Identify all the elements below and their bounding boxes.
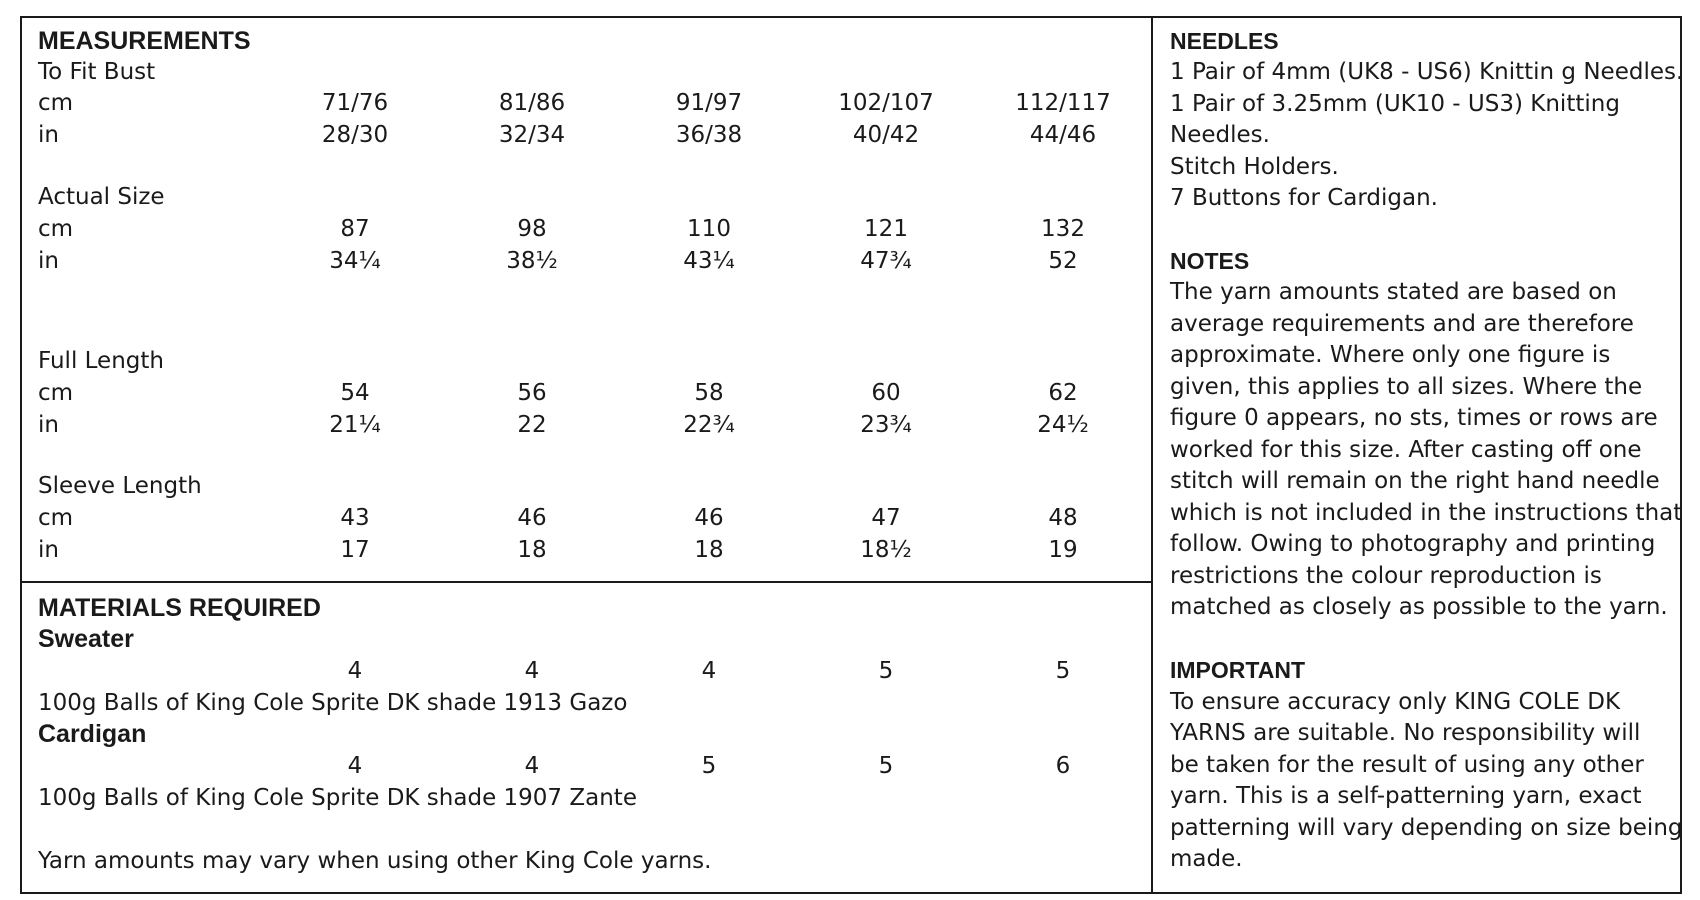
value-cell: 60 bbox=[871, 380, 901, 406]
unit-label: in bbox=[38, 537, 59, 563]
value-cell: 121 bbox=[864, 216, 908, 242]
value-cell: 18 bbox=[517, 537, 547, 563]
value-cell: 17 bbox=[340, 537, 370, 563]
notes-line: worked for this size. After casting off one bbox=[1170, 437, 1642, 463]
notes-line: which is not included in the instructions that bbox=[1170, 500, 1683, 526]
value-cell: 5 bbox=[878, 753, 894, 779]
unit-label: in bbox=[38, 248, 59, 274]
notes-line: The yarn amounts stated are based on bbox=[1170, 279, 1617, 305]
value-cell: 28/30 bbox=[321, 122, 389, 148]
notes-line: approximate. Where only one figure is bbox=[1170, 342, 1611, 368]
value-cell: 22 bbox=[517, 412, 547, 438]
value-cell: 24½ bbox=[1037, 412, 1089, 438]
notes-heading: NOTES bbox=[1170, 248, 1250, 274]
value-cell: 91/97 bbox=[675, 90, 743, 116]
unit-label: cm bbox=[38, 90, 74, 116]
sweater-label: Sweater bbox=[38, 625, 134, 653]
value-cell: 47 bbox=[871, 505, 901, 531]
value-cell: 110 bbox=[687, 216, 731, 242]
important-line: To ensure accuracy only KING COLE DK bbox=[1170, 689, 1621, 715]
measurements-heading: MEASUREMENTS bbox=[38, 27, 251, 55]
important-line: yarn. This is a self-patterning yarn, exact bbox=[1170, 783, 1642, 809]
cardigan-yarn-description: 100g Balls of King Cole Sprite DK shade 1907 Zante bbox=[38, 785, 637, 811]
value-cell: 4 bbox=[524, 753, 540, 779]
value-cell: 46 bbox=[517, 505, 547, 531]
value-cell: 32/34 bbox=[498, 122, 566, 148]
sweater-yarn-description: 100g Balls of King Cole Sprite DK shade 1913 Gazo bbox=[38, 690, 628, 716]
group-title-full-length: Full Length bbox=[38, 348, 164, 374]
value-cell: 43¼ bbox=[683, 248, 735, 274]
notes-line: follow. Owing to photography and printing bbox=[1170, 531, 1656, 557]
unit-label: in bbox=[38, 412, 59, 438]
needles-line: Stitch Holders. bbox=[1170, 154, 1339, 180]
notes-line: given, this applies to all sizes. Where the bbox=[1170, 374, 1643, 400]
important-line: patterning will vary depending on size being bbox=[1170, 815, 1683, 841]
notes-line: average requirements and are therefore bbox=[1170, 311, 1634, 337]
needles-line: 1 Pair of 4mm (UK8 - US6) Knittin g Needles. bbox=[1170, 59, 1684, 85]
value-cell: 87 bbox=[340, 216, 370, 242]
needles-heading: NEEDLES bbox=[1170, 28, 1279, 54]
needles-line: Needles. bbox=[1170, 122, 1270, 148]
value-cell: 48 bbox=[1048, 505, 1078, 531]
value-cell: 56 bbox=[517, 380, 547, 406]
value-cell: 36/38 bbox=[675, 122, 743, 148]
value-cell: 62 bbox=[1048, 380, 1078, 406]
group-title-bust: To Fit Bust bbox=[38, 59, 156, 85]
value-cell: 98 bbox=[517, 216, 547, 242]
value-cell: 5 bbox=[701, 753, 717, 779]
value-cell: 21¼ bbox=[329, 412, 381, 438]
value-cell: 112/117 bbox=[1015, 90, 1111, 116]
value-cell: 22¾ bbox=[683, 412, 735, 438]
important-line: YARNS are suitable. No responsibility will bbox=[1170, 720, 1641, 746]
value-cell: 52 bbox=[1048, 248, 1078, 274]
notes-line: matched as closely as possible to the yarn. bbox=[1170, 594, 1668, 620]
value-cell: 58 bbox=[694, 380, 724, 406]
section-divider bbox=[20, 581, 1153, 583]
important-line: be taken for the result of using any other bbox=[1170, 752, 1644, 778]
value-cell: 23¾ bbox=[860, 412, 912, 438]
unit-label: cm bbox=[38, 380, 74, 406]
value-cell: 19 bbox=[1048, 537, 1078, 563]
group-title-actual-size: Actual Size bbox=[38, 184, 165, 210]
value-cell: 46 bbox=[694, 505, 724, 531]
value-cell: 5 bbox=[878, 658, 894, 684]
value-cell: 44/46 bbox=[1029, 122, 1097, 148]
important-line: made. bbox=[1170, 846, 1243, 872]
value-cell: 6 bbox=[1055, 753, 1071, 779]
value-cell: 34¼ bbox=[329, 248, 381, 274]
value-cell: 81/86 bbox=[498, 90, 566, 116]
value-cell: 18½ bbox=[860, 537, 912, 563]
column-divider bbox=[1151, 16, 1153, 894]
yarn-note: Yarn amounts may vary when using other King Cole yarns. bbox=[38, 848, 712, 874]
value-cell: 71/76 bbox=[321, 90, 389, 116]
value-cell: 4 bbox=[347, 658, 363, 684]
unit-label: cm bbox=[38, 505, 74, 531]
group-title-sleeve-length: Sleeve Length bbox=[38, 473, 202, 499]
value-cell: 4 bbox=[701, 658, 717, 684]
value-cell: 4 bbox=[347, 753, 363, 779]
important-heading: IMPORTANT bbox=[1170, 657, 1306, 683]
materials-heading: MATERIALS REQUIRED bbox=[38, 594, 321, 622]
value-cell: 5 bbox=[1055, 658, 1071, 684]
value-cell: 132 bbox=[1041, 216, 1085, 242]
cardigan-label: Cardigan bbox=[38, 720, 147, 748]
value-cell: 4 bbox=[524, 658, 540, 684]
value-cell: 47¾ bbox=[860, 248, 912, 274]
needles-line: 1 Pair of 3.25mm (UK10 - US3) Knitting bbox=[1170, 91, 1620, 117]
value-cell: 54 bbox=[340, 380, 370, 406]
value-cell: 18 bbox=[694, 537, 724, 563]
value-cell: 43 bbox=[340, 505, 370, 531]
notes-line: restrictions the colour reproduction is bbox=[1170, 563, 1602, 589]
unit-label: in bbox=[38, 122, 59, 148]
value-cell: 40/42 bbox=[852, 122, 920, 148]
value-cell: 38½ bbox=[506, 248, 558, 274]
notes-line: figure 0 appears, no sts, times or rows are bbox=[1170, 405, 1658, 431]
needles-line: 7 Buttons for Cardigan. bbox=[1170, 185, 1438, 211]
unit-label: cm bbox=[38, 216, 74, 242]
notes-line: stitch will remain on the right hand needle bbox=[1170, 468, 1660, 494]
value-cell: 102/107 bbox=[838, 90, 934, 116]
